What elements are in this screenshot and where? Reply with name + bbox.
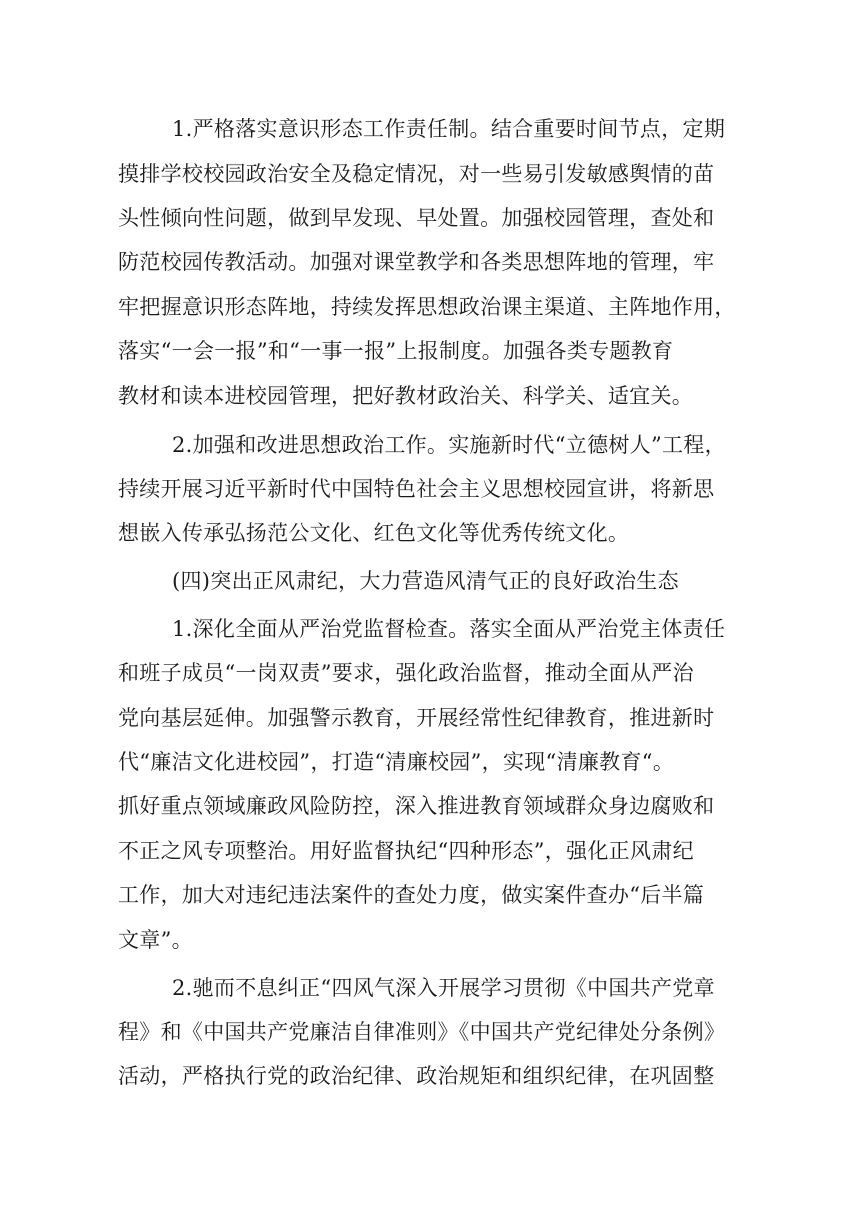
paragraph-1-line-3: 头性倾向性问题，做到早发现、早处置。加强校园管理，查处和 (118, 206, 715, 230)
section-heading: (四)突出正风肃纪，大力营造风清气正的良好政治生态 (172, 569, 679, 593)
paragraph-3-line-8: 文章”。 (118, 928, 193, 952)
paragraph-3-line-5: 抓好重点领域廉政风险防控，深入推进教育领域群众身边腐败和 (118, 794, 715, 818)
paragraph-1-line-5: 牢把握意识形态阵地，持续发挥思想政治课主渠道、主阵地作用， (118, 295, 736, 319)
paragraph-4-line-3: 活动，严格执行党的政治纪律、政治规矩和组织纪律，在巩固整 (118, 1064, 715, 1088)
paragraph-4-line-2: 程》和《中国共产党廉洁自律准则》《中国共产党纪律处分条例》 (118, 1020, 726, 1044)
paragraph-1-line-6: 落实“一会一报”和“一事一报”上报制度。加强各类专题教育 (118, 339, 674, 363)
paragraph-3-line-4: 代“廉洁文化进校园”，打造“清廉校园”，实现“清廉教育“。 (118, 750, 675, 774)
paragraph-1-line-7: 教材和读本进校园管理，把好教材政治关、科学关、适宜关。 (118, 384, 694, 408)
paragraph-2-line-3: 想嵌入传承弘扬范公文化、红色文化等优秀传统文化。 (118, 521, 630, 545)
paragraph-3-line-2: 和班子成员“一岗双责”要求，强化政治监督，推动全面从严治 (118, 661, 694, 685)
paragraph-3-line-6: 不正之风专项整治。用好监督执纪“四种形态”，强化正风肃纪 (118, 839, 694, 863)
paragraph-4-line-1: 2.驰而不息纠正“四风气深入开展学习贯彻《中国共产党章 (172, 976, 715, 1000)
paragraph-2-line-2: 持续开展习近平新时代中国特色社会主义思想校园宣讲，将新思 (118, 477, 715, 501)
paragraph-2-line-1: 2.加强和改进思想政治工作。实施新时代“立德树人”工程， (172, 433, 726, 457)
paragraph-3-line-7: 工作，加大对违纪违法案件的查处力度，做实案件查办“后半篇 (118, 883, 705, 907)
paragraph-1-line-1: 1.严格落实意识形态工作责任制。结合重要时间节点，定期 (172, 117, 726, 141)
paragraph-3-line-1: 1.深化全面从严治党监督检查。落实全面从严治党主体责任 (172, 617, 726, 641)
paragraph-1-line-4: 防范校园传教活动。加强对课堂教学和各类思想阵地的管理，牢 (118, 250, 715, 274)
paragraph-3-line-3: 党向基层延伸。加强警示教育，开展经常性纪律教育，推进新时 (118, 706, 715, 730)
paragraph-1-line-2: 摸排学校校园政治安全及稳定情况，对一些易引发敏感舆情的苗 (118, 162, 715, 186)
